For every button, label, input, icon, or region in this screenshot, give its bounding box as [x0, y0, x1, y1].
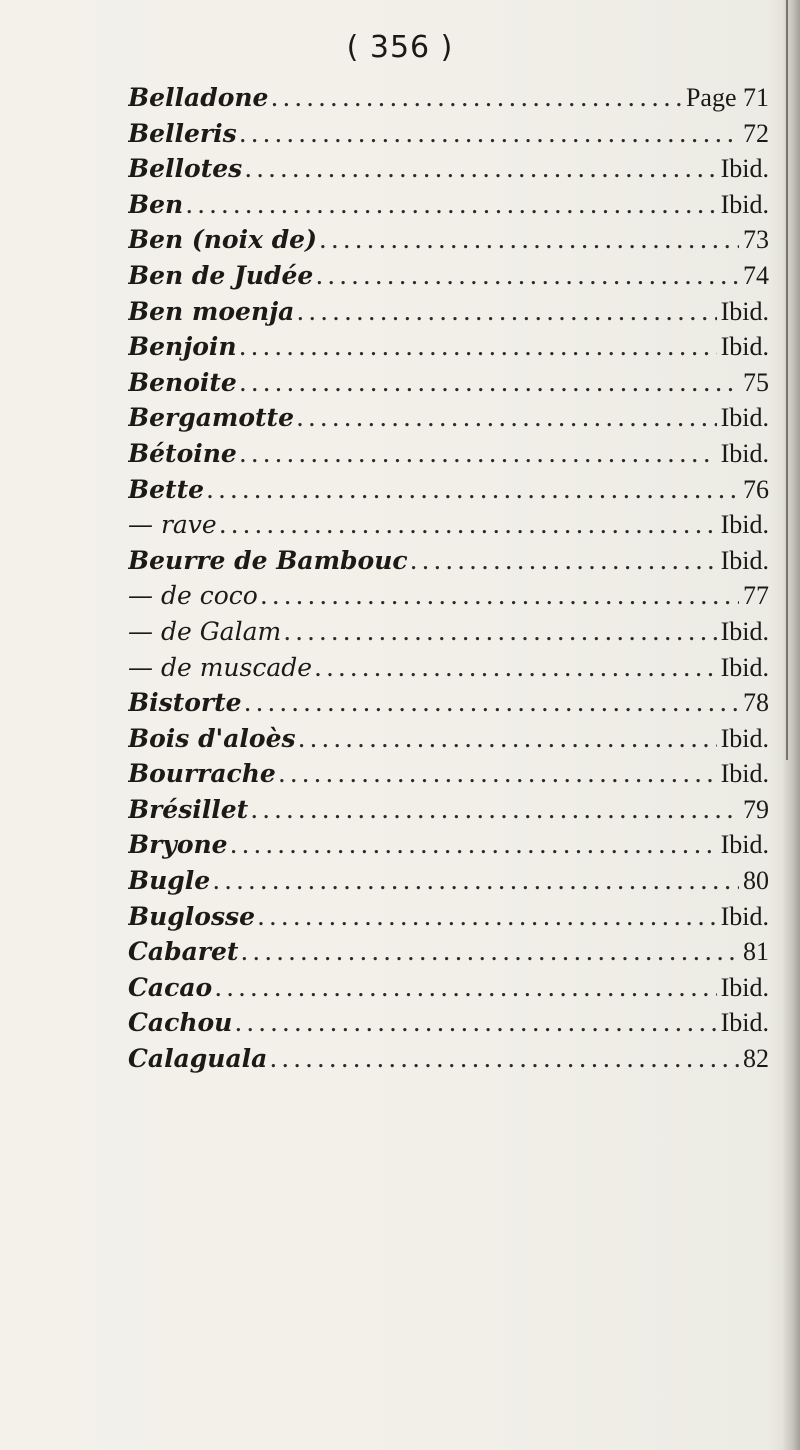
dot-leader	[239, 329, 717, 365]
entry-term: Belleris	[128, 118, 237, 148]
dot-leader	[283, 614, 716, 650]
index-entry	[128, 721, 769, 757]
dot-leader	[240, 934, 739, 970]
entry-page-ref: 80	[743, 866, 769, 896]
dot-leader	[206, 472, 739, 508]
index-entry	[128, 507, 769, 543]
entry-term: Buglosse	[128, 901, 256, 931]
page-edge-shadow	[782, 0, 800, 1450]
entry-page-ref: 73	[743, 225, 769, 255]
index-entry	[128, 472, 769, 508]
dot-leader	[239, 365, 739, 401]
dot-leader	[214, 970, 716, 1006]
index-entry	[128, 863, 769, 899]
dot-leader	[239, 436, 717, 472]
entry-term: — de Galam	[128, 616, 282, 646]
entry-term: Cacao	[128, 972, 213, 1002]
entry-term: Calaguala	[128, 1044, 268, 1074]
entry-term: Belladone	[128, 83, 269, 112]
index-entry	[128, 365, 769, 401]
entry-term: — rave	[128, 510, 217, 540]
index-entry	[128, 970, 769, 1006]
entry-page-ref: Ibid.	[720, 972, 769, 1002]
entry-term: Ben moenja	[128, 296, 295, 326]
entry-page-ref: Ibid.	[720, 830, 769, 860]
dot-leader	[296, 294, 716, 330]
dot-leader	[315, 258, 739, 294]
index-entry	[128, 543, 769, 579]
index-entry	[128, 827, 769, 863]
entry-term: Bryone	[128, 830, 228, 860]
index-entry	[128, 899, 769, 935]
dot-leader	[278, 756, 717, 792]
entry-page-ref: Ibid.	[720, 510, 769, 540]
dot-leader	[230, 827, 717, 863]
dot-leader	[314, 650, 717, 686]
index-entry	[128, 222, 769, 258]
entry-page-ref: 75	[743, 367, 769, 397]
entry-page-ref: Ibid.	[720, 652, 769, 682]
entry-page-ref: Ibid.	[720, 759, 769, 789]
entry-page-ref: Ibid.	[720, 545, 769, 575]
entry-term: Brésillet	[128, 794, 249, 824]
entry-term: Bétoine	[128, 438, 237, 468]
index-entry	[128, 80, 769, 116]
dot-leader	[250, 792, 739, 828]
entry-term: Cachou	[128, 1008, 233, 1038]
index-entry	[128, 436, 769, 472]
index-entry	[128, 792, 769, 828]
entry-term: Bois d'aloès	[128, 723, 296, 753]
index-entry	[128, 650, 769, 686]
page-number: ( 356 )	[346, 30, 454, 65]
dot-leader	[257, 899, 717, 935]
entry-term: Bette	[128, 474, 205, 504]
dot-leader	[296, 400, 717, 436]
dot-leader	[185, 187, 716, 223]
entry-page-ref: Ibid.	[720, 723, 769, 753]
entry-term: Bourrache	[128, 759, 276, 789]
index-entry	[128, 1041, 769, 1077]
dot-leader	[410, 543, 717, 579]
index-entry	[128, 685, 769, 721]
entry-term: Ben de Judée	[128, 260, 314, 290]
dot-leader	[298, 721, 717, 757]
dot-leader	[212, 863, 739, 899]
entry-page-ref: 74	[743, 260, 769, 290]
entry-term: Ben (noix de)	[128, 225, 317, 255]
entry-term: Bistorte	[128, 688, 242, 718]
entry-page-ref: Page 71	[685, 83, 769, 112]
entry-term: Bergamotte	[128, 403, 295, 433]
entry-page-ref: Ibid.	[720, 438, 769, 468]
entry-term: Ben	[128, 189, 184, 219]
entry-page-ref: 76	[743, 474, 769, 504]
index-list	[128, 80, 769, 1077]
dot-leader	[319, 222, 739, 258]
index-entry	[128, 1005, 769, 1041]
entry-page-ref: Ibid.	[720, 154, 769, 184]
dot-leader	[239, 116, 739, 152]
entry-page-ref: Ibid.	[720, 403, 769, 433]
dot-leader	[260, 578, 739, 614]
index-entry	[128, 934, 769, 970]
entry-term: Beurre de Bambouc	[128, 545, 408, 575]
index-entry	[128, 294, 769, 330]
index-entry	[128, 258, 769, 294]
index-entry	[128, 756, 769, 792]
index-entry	[128, 614, 769, 650]
index-entry	[128, 116, 769, 152]
dot-leader	[269, 1041, 739, 1077]
entry-term: Bellotes	[128, 154, 243, 184]
entry-page-ref: Ibid.	[720, 189, 769, 219]
entry-term: Cabaret	[128, 937, 239, 967]
dot-leader	[270, 80, 681, 116]
entry-page-ref: 77	[743, 581, 769, 611]
index-entry	[128, 151, 769, 187]
page-edge-line	[786, 0, 788, 760]
index-entry	[128, 578, 769, 614]
entry-page-ref: 82	[743, 1044, 769, 1074]
index-entry	[128, 329, 769, 365]
entry-page-ref: Ibid.	[720, 1008, 769, 1038]
entry-page-ref: Ibid.	[720, 332, 769, 362]
entry-term: — de muscade	[128, 652, 313, 682]
entry-page-ref: 81	[743, 937, 769, 967]
entry-page-ref: 78	[743, 688, 769, 718]
dot-leader	[244, 685, 739, 721]
entry-page-ref: Ibid.	[720, 901, 769, 931]
dot-leader	[244, 151, 716, 187]
index-entry	[128, 187, 769, 223]
index-entry	[128, 400, 769, 436]
entry-term: — de coco	[128, 581, 258, 611]
dot-leader	[234, 1005, 716, 1041]
entry-page-ref: Ibid.	[720, 616, 769, 646]
entry-term: Bugle	[128, 866, 211, 896]
entry-page-ref: 79	[743, 794, 769, 824]
entry-term: Benoite	[128, 367, 237, 397]
entry-term: Benjoin	[128, 332, 237, 362]
dot-leader	[219, 507, 717, 543]
entry-page-ref: Ibid.	[720, 296, 769, 326]
entry-page-ref: 72	[743, 118, 769, 148]
